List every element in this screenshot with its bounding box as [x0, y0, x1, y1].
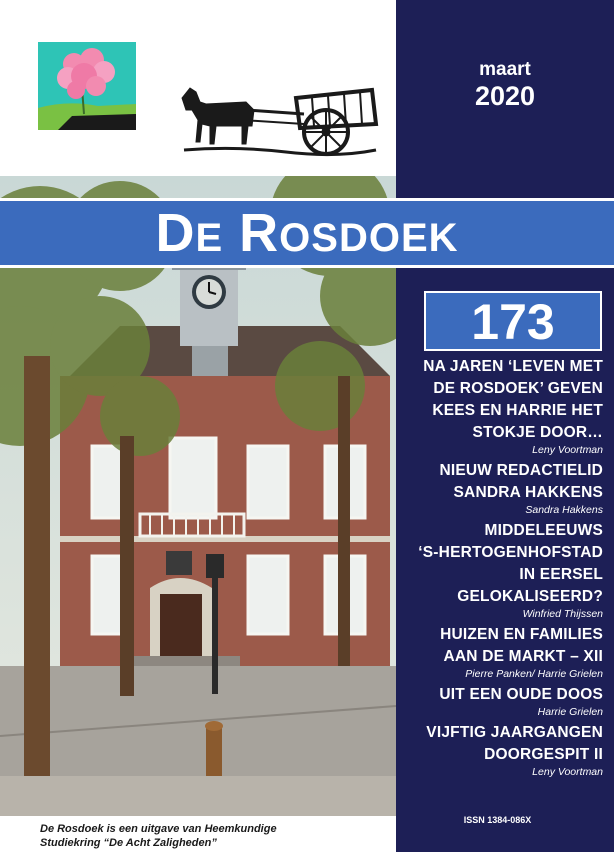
- issn-code: ISSN 1384-086X: [463, 815, 532, 825]
- article-author: Leny Voortman: [532, 444, 603, 456]
- magazine-title: DE ROSDOEK: [155, 203, 459, 263]
- article-title-line: DE ROSDOEK’ GEVEN: [433, 380, 603, 397]
- article-item[interactable]: [404, 722, 603, 779]
- article-item[interactable]: [404, 520, 603, 621]
- article-title-line: UIT EEN OUDE DOOS: [439, 686, 603, 703]
- article-title-line: VIJFTIG JAARGANGEN: [426, 724, 603, 741]
- horse-cart-icon: [176, 80, 386, 162]
- issue-year: 2020: [474, 81, 536, 111]
- article-title-line: NA JAREN ‘LEVEN MET: [423, 358, 603, 375]
- article-author: Harrie Grielen: [537, 706, 603, 718]
- article-author: Winfried Thijssen: [522, 608, 603, 620]
- article-title-line: NIEUW REDACTIELID: [439, 462, 603, 479]
- article-title-line: SANDRA HAKKENS: [453, 484, 603, 501]
- flower-logo-icon: [38, 42, 136, 130]
- article-author: Pierre Panken/ Harrie Grielen: [465, 668, 603, 680]
- issue-month: maart: [479, 59, 531, 80]
- article-title-line: GELOKALISEERD?: [457, 588, 603, 605]
- article-title-line: DOORGESPIT II: [484, 746, 603, 763]
- article-title-line: AAN DE MARKT – XII: [443, 648, 603, 665]
- article-item[interactable]: [404, 356, 603, 457]
- article-item[interactable]: [404, 624, 603, 681]
- town-hall-photo: [0, 176, 396, 816]
- article-author: Sandra Hakkens: [525, 504, 603, 516]
- article-title-line: MIDDELEEUWS: [484, 522, 603, 539]
- issue-number: 173: [471, 294, 555, 350]
- article-title-line: STOKJE DOOR…: [472, 424, 603, 441]
- article-title-line: KEES EN HARRIE HET: [432, 402, 603, 419]
- article-list: [404, 356, 603, 782]
- publisher-caption: [40, 822, 400, 850]
- caption-line: Studiekring “De Acht Zaligheden”: [40, 837, 217, 849]
- article-title-line: ‘S-HERTOGENHOFSTAD: [418, 544, 603, 561]
- caption-line: De Rosdoek is een uitgave van Heemkundige: [40, 823, 277, 835]
- article-title-line: IN EERSEL: [519, 566, 603, 583]
- article-author: Leny Voortman: [532, 766, 603, 778]
- article-item[interactable]: [404, 460, 603, 517]
- article-title-line: HUIZEN EN FAMILIES: [440, 626, 603, 643]
- article-item[interactable]: [404, 684, 603, 719]
